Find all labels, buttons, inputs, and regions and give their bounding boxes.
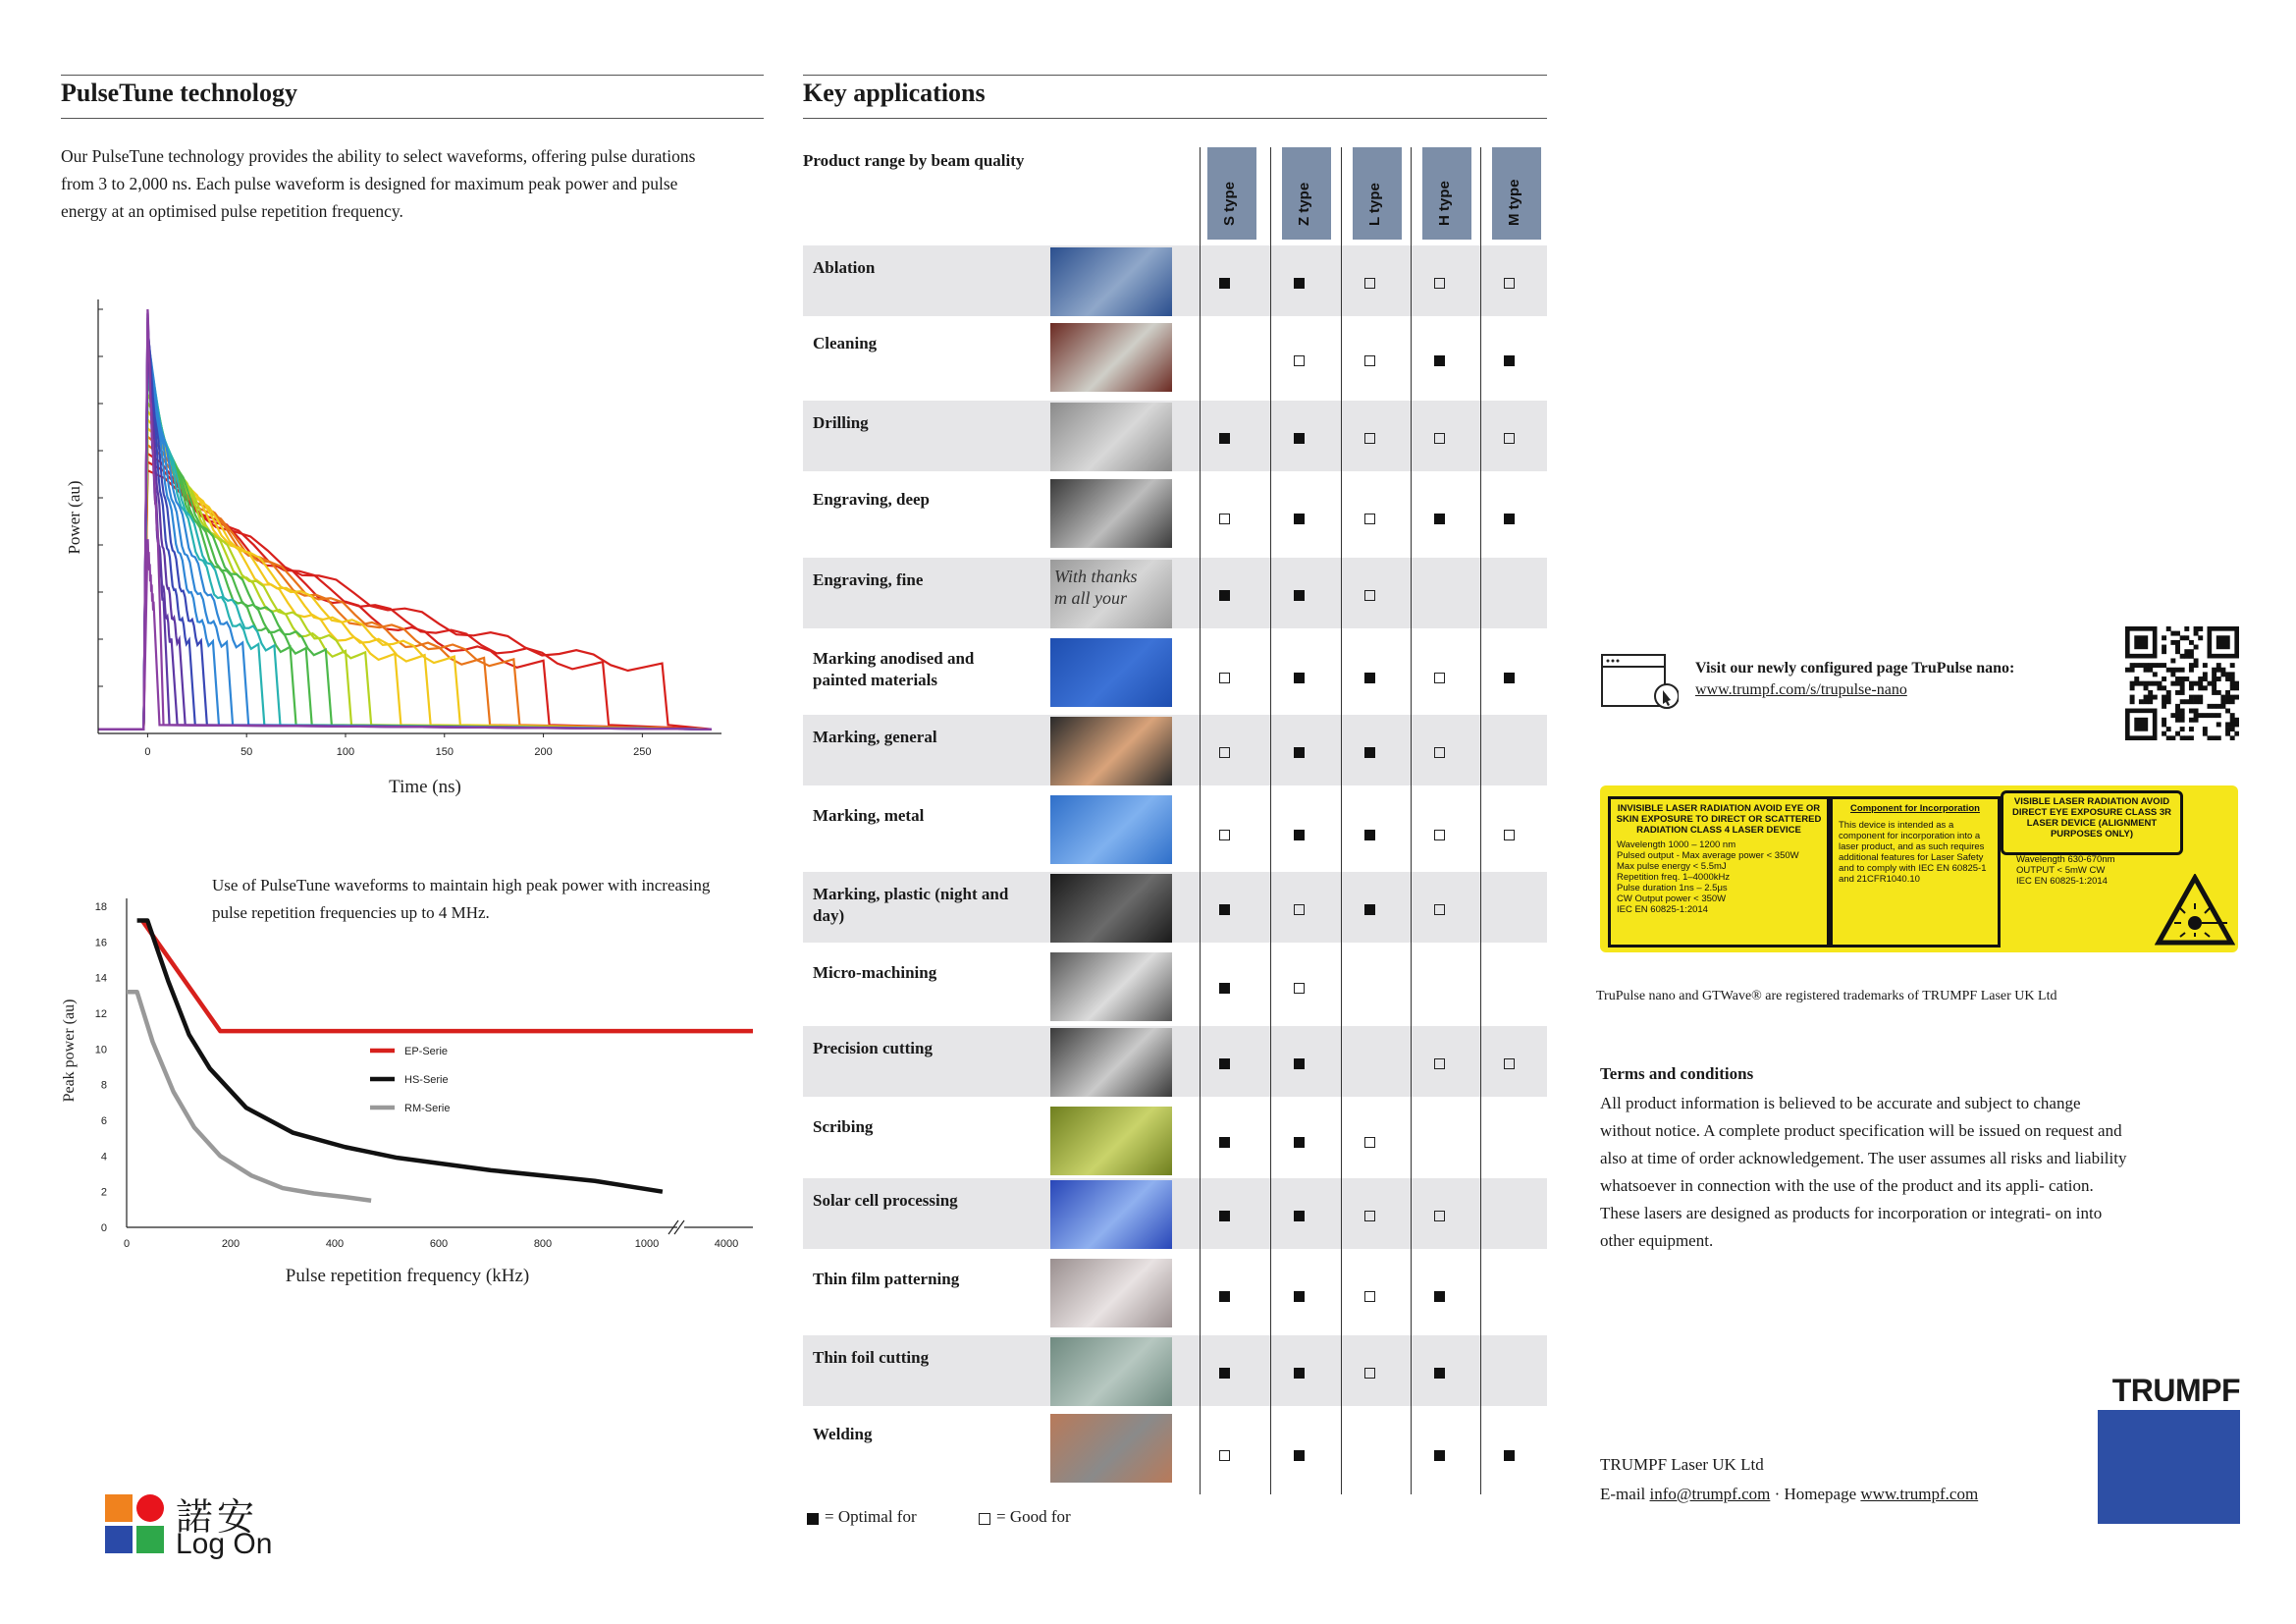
prf-y-tick-label: 2 (100, 1186, 107, 1199)
logo-chinese: 諾安 (176, 1495, 259, 1539)
email-label: E-mail (1600, 1485, 1650, 1503)
warning-spec-line: CW Output power < 350W (1617, 893, 1727, 904)
logo-blue-square (105, 1526, 133, 1553)
column-divider (1411, 147, 1412, 1494)
thumbnail-welding-image (1050, 1414, 1172, 1483)
optimal-mark (1504, 514, 1515, 524)
prf-x-tick-label: 1000 (634, 1238, 660, 1250)
optimal-mark (1294, 1368, 1305, 1379)
prf-x-tick-label: 400 (325, 1238, 345, 1250)
waveform-series-line (98, 419, 712, 729)
homepage-link[interactable]: www.trumpf.com (1860, 1485, 1979, 1503)
legend-good-text: = Good for (996, 1507, 1071, 1526)
waveform-x-tick-label: 0 (144, 746, 151, 758)
prf-x-tick-label: 4000 (714, 1238, 739, 1250)
thumbnail-engraving-deep-image (1050, 479, 1172, 548)
good-mark (1504, 830, 1515, 840)
left-top-rule (61, 75, 764, 76)
thumbnail-thin-film-image (1050, 1259, 1172, 1327)
legend-label: EP-Serie (404, 1046, 449, 1057)
application-label: Marking anodised and painted materials (813, 649, 975, 689)
good-mark (1364, 514, 1375, 524)
optimal-mark (1294, 1211, 1305, 1221)
good-mark (1364, 278, 1375, 289)
good-mark (1434, 1211, 1445, 1221)
trademark-note: TruPulse nano and GTWave® are registered trademarks of TRUMPF Laser UK Ltd (1596, 989, 2057, 1003)
thumbnail-marking-plastic-image (1050, 874, 1172, 943)
good-mark (1434, 433, 1445, 444)
trumpf-wordmark: TRUMPF (2111, 1373, 2240, 1408)
application-label: Marking, plastic (night and day) (813, 885, 1009, 925)
warning-spec-line: Pulsed output - Max average power < 350W (1617, 850, 1799, 861)
application-label: Drilling (813, 413, 869, 432)
prf-y-tick-label: 10 (94, 1044, 107, 1056)
optimal-mark (1219, 1368, 1230, 1379)
optimal-mark (1219, 278, 1230, 289)
thumbnail-marking-metal-image (1050, 795, 1172, 864)
good-mark (1364, 1211, 1375, 1221)
thumbnail-cleaning-image (1050, 323, 1172, 392)
optimal-mark (1294, 1137, 1305, 1148)
optimal-mark (1434, 355, 1445, 366)
browser-click-icon (1600, 653, 1679, 714)
key-applications-title: Key applications (803, 79, 986, 107)
application-label: Engraving, deep (813, 490, 931, 509)
optimal-mark (1294, 514, 1305, 524)
optimal-mark (1434, 1368, 1445, 1379)
optimal-mark (1364, 747, 1375, 758)
legend-optimal-text: = Optimal for (825, 1507, 917, 1526)
terms-line: also at time of order acknowledgement. The user assumes all risks and liability (1600, 1149, 2127, 1167)
warning-spec-line: Repetition freq. 1–4000kHz (1617, 872, 1731, 883)
terms-line: These lasers are designed as products for incorporation or integrati- on into (1600, 1204, 2103, 1222)
good-mark (1434, 747, 1445, 758)
column-divider (1341, 147, 1342, 1494)
type-header-h-type: H type (1422, 147, 1471, 240)
pulsetune-title: PulseTune technology (61, 79, 298, 107)
good-mark (1434, 904, 1445, 915)
application-label: Marking, general (813, 728, 937, 746)
waveform-x-tick-label: 50 (240, 746, 253, 758)
application-label: Thin film patterning (813, 1270, 960, 1288)
prf-y-tick-label: 18 (94, 901, 107, 913)
middle-title-rule (803, 118, 1547, 119)
application-label: Scribing (813, 1117, 874, 1136)
waveform-x-tick-label: 150 (435, 746, 454, 758)
application-label: Solar cell processing (813, 1191, 958, 1210)
waveform-series-line (98, 339, 712, 729)
waveform-plot (98, 309, 712, 730)
good-mark (1364, 1137, 1375, 1148)
waveform-y-label: Power (au) (65, 480, 83, 555)
logo-english: Log On (176, 1528, 273, 1560)
prf-x-label: Pulse repetition frequency (kHz) (285, 1266, 530, 1286)
optimal-mark (1364, 904, 1375, 915)
good-mark (1364, 590, 1375, 601)
good-mark (1434, 278, 1445, 289)
optimal-mark (1294, 590, 1305, 601)
application-label: Ablation (813, 258, 876, 277)
application-label: Welding (813, 1425, 873, 1443)
optimal-mark (1504, 673, 1515, 683)
thumbnail-marking-general-image (1050, 717, 1172, 785)
prf-annotation: Use of PulseTune waveforms to maintain high peak power with increasing pulse repetition frequencies up to 4 MHz. (212, 876, 711, 922)
waveform-x-tick-label: 200 (534, 746, 553, 758)
warning-class3r-box: VISIBLE LASER RADIATION AVOID DIRECT EYE EXPOSURE CLASS 3R LASER DEVICE (ALIGNMENT PURPOSES ONLY) (2001, 790, 2183, 855)
laser-warning-label (1600, 785, 2238, 952)
good-mark (1294, 904, 1305, 915)
optimal-mark (1504, 355, 1515, 366)
good-mark (1219, 673, 1230, 683)
waveform-series-line (98, 360, 712, 730)
optimal-mark (1294, 1058, 1305, 1069)
logo-green-square (136, 1526, 164, 1553)
trumpf-logo (2098, 1373, 2240, 1528)
optimal-mark (1219, 904, 1230, 915)
application-label: Cleaning (813, 334, 878, 352)
logon-logo (105, 1494, 301, 1565)
warning-spec-line: Pulse duration 1ns – 2.5μs (1617, 883, 1728, 893)
thumbnail-scribing-image (1050, 1107, 1172, 1175)
legend-label: RM-Serie (404, 1103, 451, 1114)
trupulse-nano-link[interactable]: www.trumpf.com/s/trupulse-nano (1695, 681, 1907, 698)
thumbnail-engraving-fine-image: With thanks m all your (1050, 560, 1172, 628)
prf-x-tick-label: 600 (429, 1238, 449, 1250)
column-divider (1270, 147, 1271, 1494)
optimal-mark (1294, 1450, 1305, 1461)
waveform-series-line (98, 428, 712, 730)
application-label: Thin foil cutting (813, 1348, 930, 1367)
homepage-label: · Homepage (1770, 1485, 1861, 1503)
warning-spec-line: Wavelength 630-670nm (2016, 854, 2115, 865)
column-divider (1480, 147, 1481, 1494)
good-mark (1219, 514, 1230, 524)
prf-y-label: Peak power (au) (61, 999, 78, 1103)
terms-line: without notice. A complete product specification will be issued on request and (1600, 1121, 2122, 1140)
middle-top-rule (803, 75, 1547, 76)
optimal-mark (1294, 278, 1305, 289)
waveform-series-line (98, 352, 712, 729)
warning-spec-line: OUTPUT < 5mW CW (2016, 865, 2106, 876)
prf-y-tick-label: 4 (100, 1151, 107, 1164)
optimal-mark (1364, 830, 1375, 840)
optimal-mark (1219, 1137, 1230, 1148)
terms-line: All product information is believed to be accurate and subject to change (1600, 1094, 2081, 1112)
application-label: Micro-machining (813, 963, 937, 982)
prf-y-tick-label: 8 (100, 1079, 107, 1092)
logo-orange-square (105, 1494, 133, 1522)
left-title-rule (61, 118, 764, 119)
thumbnail-marking-anodised-image (1050, 638, 1172, 707)
prf-x-tick-label: 800 (533, 1238, 553, 1250)
beam-quality-subtitle: Product range by beam quality (803, 151, 1025, 170)
good-mark (1364, 433, 1375, 444)
legend-good-symbol (979, 1513, 990, 1525)
optimal-mark (1294, 433, 1305, 444)
good-mark (1294, 983, 1305, 994)
prf-y-tick-label: 6 (100, 1115, 107, 1127)
good-mark (1364, 355, 1375, 366)
optimal-mark (1294, 747, 1305, 758)
table-row (803, 558, 1547, 628)
thumbnail-drilling-image (1050, 403, 1172, 471)
good-mark (1219, 830, 1230, 840)
good-mark (1219, 747, 1230, 758)
type-header-l-type: L type (1353, 147, 1402, 240)
laser-hazard-icon (2155, 874, 2235, 947)
pulsetune-intro: Our PulseTune technology provides the ability to select waveforms, offering pulse durations from 3 to 2,000 ns. Each pulse waveform is designed for maximum peak power and pulse energy at an optimised pulse repetition frequency. (61, 146, 696, 221)
contact-line (1600, 1485, 1978, 1504)
optimal-mark (1219, 590, 1230, 601)
thumbnail-precision-cutting-image (1050, 1028, 1172, 1097)
company-name: TRUMPF Laser UK Ltd (1600, 1455, 1764, 1474)
legend-optimal-symbol (807, 1513, 819, 1525)
optimal-mark (1434, 514, 1445, 524)
optimal-mark (1219, 983, 1230, 994)
optimal-mark (1364, 673, 1375, 683)
visit-text: Visit our newly configured page TruPulse nano: (1695, 660, 2015, 677)
warning-class4-box: INVISIBLE LASER RADIATION AVOID EYE OR SKIN EXPOSURE TO DIRECT OR SCATTERED RADIATION CLASS 4 LASER DEVICE Wavelength 1000 – 1200 nm Pulsed output - Max average power < 350W Max pulse energy < 5.5mJ Repetition freq. 1–4000kHz Pulse duration 1ns – 2.5μs CW Output power < 350W IEC EN 60825-1:2014 (1608, 796, 1830, 947)
optimal-mark (1504, 1450, 1515, 1461)
thumbnail-solar-cell-image (1050, 1180, 1172, 1249)
warning-component-box: Component for Incorporation This device is intended as a component for incorporation into a laser product, and as such requires additional features for Laser Safety and to comply with IEC EN 60825-1 and 21CFR1040.10 (1830, 796, 2001, 947)
good-mark (1434, 830, 1445, 840)
legend-label: HS-Serie (404, 1074, 449, 1086)
application-label: Precision cutting (813, 1039, 933, 1057)
optimal-mark (1294, 673, 1305, 683)
optimal-mark (1219, 433, 1230, 444)
warning-spec-line: IEC EN 60825-1:2014 (2016, 876, 2108, 887)
type-header-m-type: M type (1492, 147, 1541, 240)
waveform-series-line (98, 437, 712, 730)
waveform-series-line (98, 344, 712, 730)
logo-red-circle (136, 1494, 164, 1522)
waveform-series-line (98, 386, 712, 730)
optimal-mark (1294, 830, 1305, 840)
warning-spec-line: Max pulse energy < 5.5mJ (1617, 861, 1727, 872)
prf-x-tick-label: 200 (221, 1238, 240, 1250)
prf-legend (370, 1046, 450, 1114)
table-row (803, 950, 1547, 1021)
prf-y-tick-label: 14 (94, 972, 107, 985)
thumbnail-ablation-image (1050, 247, 1172, 316)
optimal-mark (1219, 1058, 1230, 1069)
terms-body (1600, 1090, 2228, 1255)
column-divider (1200, 147, 1201, 1494)
waveform-x-tick-label: 100 (336, 746, 355, 758)
good-mark (1434, 673, 1445, 683)
waveform-x-tick-label: 250 (633, 746, 652, 758)
table-row (803, 1105, 1547, 1175)
good-mark (1364, 1291, 1375, 1302)
optimal-mark (1219, 1291, 1230, 1302)
thumbnail-thin-foil-image (1050, 1337, 1172, 1406)
good-mark (1504, 1058, 1515, 1069)
application-label: Engraving, fine (813, 570, 924, 589)
warning-spec-line: Wavelength 1000 – 1200 nm (1617, 839, 1736, 850)
warning-spec-line: IEC EN 60825-1:2014 (1617, 904, 1708, 915)
waveform-x-label: Time (ns) (389, 777, 461, 797)
thumbnail-micro-machining-image (1050, 952, 1172, 1021)
prf-y-tick-label: 0 (100, 1222, 107, 1234)
terms-line: whatsoever in connection with the use of the product and its appli- cation. (1600, 1176, 2094, 1195)
optimal-mark (1219, 1211, 1230, 1221)
prf-series-line (142, 921, 753, 1032)
optimal-mark (1434, 1291, 1445, 1302)
type-header-s-type: S type (1207, 147, 1256, 240)
optimal-mark (1434, 1450, 1445, 1461)
good-mark (1434, 1058, 1445, 1069)
good-mark (1219, 1450, 1230, 1461)
type-header-z-type: Z type (1282, 147, 1331, 240)
good-mark (1294, 355, 1305, 366)
peak-power-chart (54, 869, 761, 1301)
trumpf-blue-block (2098, 1410, 2240, 1524)
prf-y-tick-label: 12 (94, 1008, 107, 1020)
prf-y-tick-label: 16 (94, 937, 107, 949)
optimal-mark (1294, 1291, 1305, 1302)
good-mark (1504, 433, 1515, 444)
terms-line: other equipment. (1600, 1231, 1714, 1250)
application-label: Marking, metal (813, 806, 925, 825)
waveform-chart (54, 290, 741, 800)
prf-x-tick-label: 0 (123, 1238, 131, 1250)
terms-title: Terms and conditions (1600, 1064, 1754, 1083)
prf-series-line (127, 992, 371, 1201)
email-link[interactable]: info@trumpf.com (1649, 1485, 1771, 1503)
good-mark (1364, 1368, 1375, 1379)
qr-code-icon (2125, 626, 2239, 740)
good-mark (1504, 278, 1515, 289)
